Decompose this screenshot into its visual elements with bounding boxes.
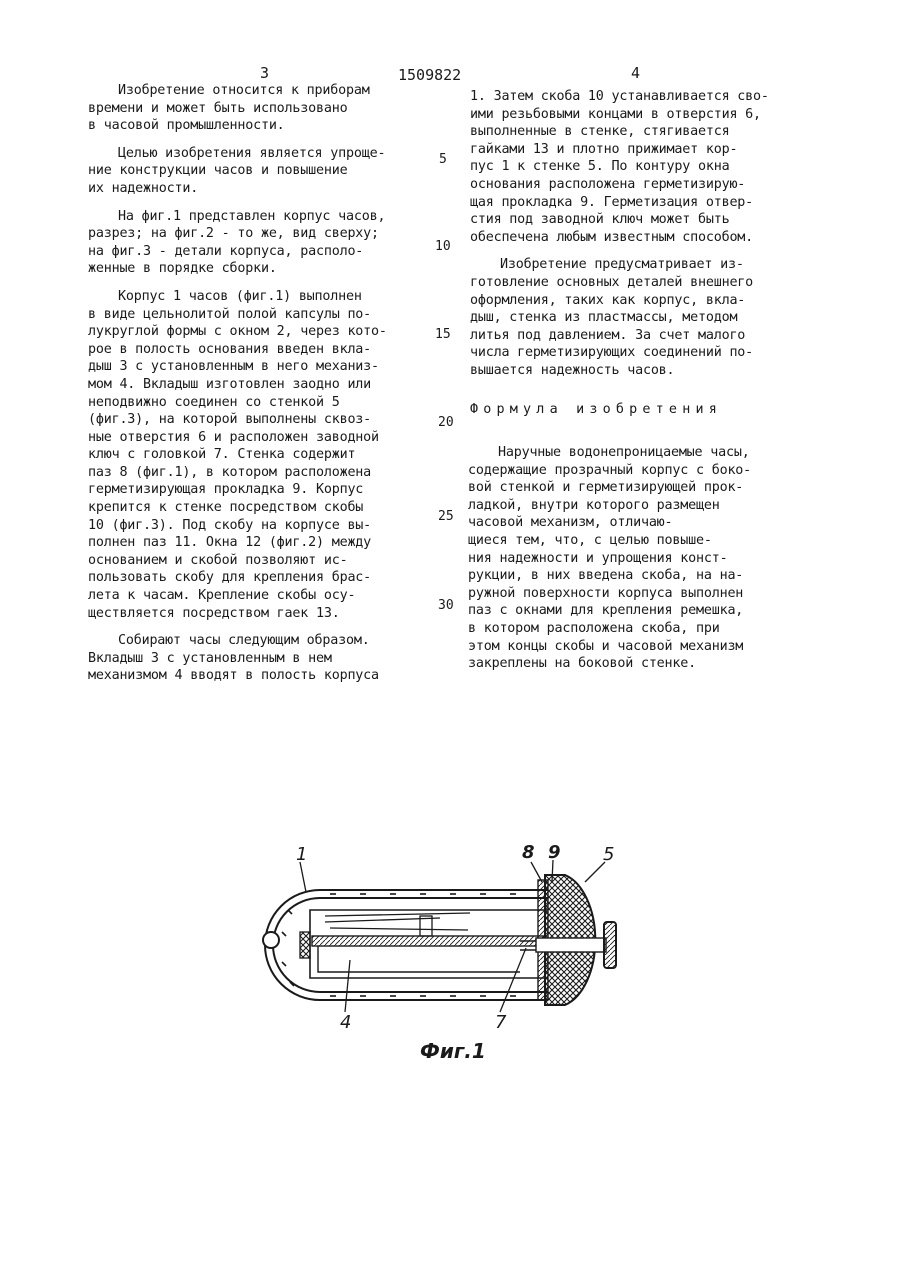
- text-line: ключ с головкой 7. Стенка содержит: [88, 447, 356, 463]
- formula-line: ружной поверхности корпуса выполнен: [468, 585, 744, 601]
- text-line: паз 8 (фиг.1), в котором расположена: [88, 464, 372, 480]
- text-line: мом 4. Вкладыш изготовлен заодно или: [88, 376, 372, 392]
- text-line: числа герметизирующих соединений по-: [470, 345, 754, 361]
- text-line: крепится к стенке посредством скобы: [88, 500, 364, 516]
- text-line: их надежности.: [88, 180, 199, 196]
- text-line: женные в порядке сборки.: [88, 261, 277, 277]
- patent-number: 1509822: [398, 66, 462, 84]
- text-line: механизмом 4 вводят в полость корпуса: [88, 668, 379, 684]
- line-number-10: 10: [435, 239, 451, 254]
- line-number-25: 25: [438, 509, 454, 524]
- text-line: гайками 13 и плотно прижимает кор-: [470, 141, 738, 157]
- text-line: на фиг.3 - детали корпуса, располо-: [88, 243, 364, 259]
- text-line: разрез; на фиг.2 - то же, вид сверху;: [88, 226, 379, 242]
- text-line: Изобретение относится к приборам: [118, 83, 370, 98]
- text-line: рое в полость основания введен вкла-: [88, 341, 372, 357]
- text-line: дыш 3 с установленным в него механиз-: [88, 359, 379, 375]
- text-line: в виде цельнолитой полой капсулы по-: [88, 306, 372, 322]
- text-line: времени и может быть использовано: [88, 100, 348, 116]
- figure-label-4: 4: [340, 1012, 352, 1033]
- text-line: основания расположена герметизирую-: [470, 176, 746, 192]
- text-line: Собирают часы следующим образом.: [118, 633, 370, 649]
- figure-label-9: 9: [548, 842, 561, 863]
- line-number-20: 20: [438, 415, 454, 430]
- text-line: вышается надежность часов.: [470, 362, 675, 378]
- formula-line: паз с окнами для крепления ремешка,: [468, 603, 744, 619]
- formula-line: ладкой, внутри которого размещен: [468, 497, 720, 513]
- text-line: лета к часам. Крепление скобы осу-: [88, 588, 356, 604]
- text-line: (фиг.3), на которой выполнены сквоз-: [88, 412, 372, 428]
- text-line: литья под давлением. За счет малого: [470, 327, 746, 343]
- crown-head: [604, 922, 616, 968]
- figure-label-7: 7: [495, 1012, 507, 1033]
- formula-line: часовой механизм, отличаю-: [468, 515, 673, 531]
- text-line: лукруглой формы с окном 2, через кото-: [88, 324, 387, 340]
- text-line: в часовой промышленности.: [88, 118, 285, 134]
- formula-line: щиеся тем, что, с целью повыше-: [468, 532, 712, 548]
- left-gasket: [300, 932, 310, 958]
- text-line: Вкладыш 3 с установленным в нем: [88, 650, 332, 666]
- text-line: выполненные в стенке, стягивается: [470, 124, 730, 140]
- formula-line: содержащие прозрачный корпус с боко-: [468, 462, 752, 478]
- text-line: ществляется посредством гаек 13.: [88, 605, 340, 621]
- page-number-right: 4: [631, 64, 641, 82]
- text-line: обеспечена любым известным способом.: [470, 229, 754, 245]
- text-line: полнен паз 11. Окна 12 (фиг.2) между: [88, 535, 372, 551]
- text-line: ные отверстия 6 и расположен заводной: [88, 429, 379, 445]
- line-number-30: 30: [438, 598, 454, 613]
- text-line: дыш, стенка из пластмассы, методом: [470, 310, 738, 326]
- side-knob: [263, 932, 279, 948]
- text-line: герметизирующая прокладка 9. Корпус: [88, 482, 364, 498]
- text-line: основанием и скобой позволяют ис-: [88, 552, 348, 568]
- text-line: Целью изобретения является упроще-: [118, 145, 386, 161]
- text-line: неподвижно соединен со стенкой 5: [88, 394, 340, 410]
- formula-line: в котором расположена скоба, при: [468, 620, 720, 636]
- page-number-left: 3: [260, 64, 270, 82]
- figure-label-8: 8: [522, 842, 535, 863]
- text-line: готовление основных деталей внешнего: [470, 274, 754, 290]
- text-line: пользовать скобу для крепления брас-: [88, 570, 372, 586]
- line-number-15: 15: [435, 327, 451, 342]
- text-line: ние конструкции часов и повышение: [88, 163, 348, 179]
- figure-label-1: 1: [296, 844, 308, 865]
- figure-caption: Фиг.1: [420, 1039, 486, 1063]
- text-line: Корпус 1 часов (фиг.1) выполнен: [118, 288, 362, 304]
- text-line: оформления, таких как корпус, вкла-: [470, 292, 746, 308]
- text-line: На фиг.1 представлен корпус часов,: [118, 208, 386, 224]
- mechanism-plate: [312, 936, 544, 946]
- formula-line: этом концы скобы и часовой механизм: [468, 638, 744, 654]
- formula-line: вой стенкой и герметизирующей прок-: [468, 480, 744, 496]
- text-line: Изобретение предусматривает из-: [500, 257, 744, 273]
- line-number-5: 5: [439, 152, 447, 167]
- text-line: щая прокладка 9. Герметизация отвер-: [470, 194, 754, 210]
- formula-line: закреплены на боковой стенке.: [468, 656, 696, 672]
- formula-line: Наручные водонепроницаемые часы,: [498, 445, 750, 460]
- text-line: пус 1 к стенке 5. По контуру окна: [470, 159, 730, 175]
- text-line: ими резьбовыми концами в отверстия 6,: [470, 106, 761, 122]
- text-line: стия под заводной ключ может быть: [470, 212, 730, 228]
- formula-heading: Формула изобретения: [470, 402, 722, 417]
- text-line: 10 (фиг.3). Под скобу на корпусе вы-: [88, 517, 372, 533]
- formula-line: рукции, в них введена скоба, на на-: [468, 568, 744, 584]
- formula-line: ния надежности и упрощения конст-: [468, 550, 728, 566]
- figure-label-5: 5: [603, 844, 615, 865]
- text-line: 1. Затем скоба 10 устанавливается сво-: [470, 89, 769, 104]
